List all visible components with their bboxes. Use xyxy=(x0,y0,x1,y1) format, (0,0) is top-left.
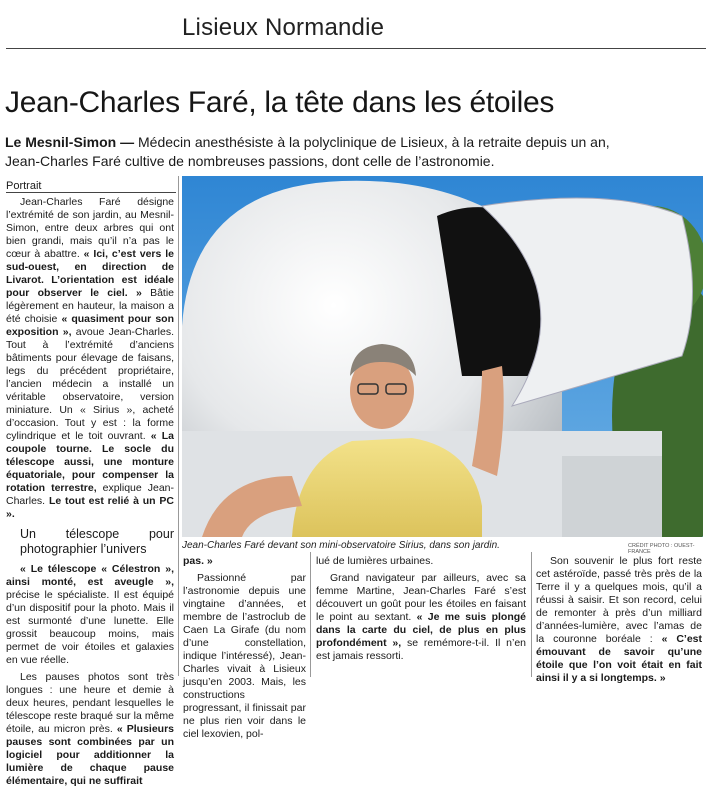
quote: « Ici, c’est vers le sud-ouest, en direction de Livarot. L’orientation est idéale pour observer le ciel. » xyxy=(6,248,174,299)
text: Bâtie légèrement en hauteur, la maison a été choisie xyxy=(6,287,175,325)
rubric-label: Portrait xyxy=(6,180,42,192)
photo xyxy=(182,176,703,537)
quote: « Le télescope « Célestron », ainsi monté, est aveugle », xyxy=(6,563,174,588)
lead-line-1: Médecin anesthésiste à la polyclinique de Lisieux, à la retraite depuis un an, xyxy=(138,134,610,150)
section-title: Lisieux Normandie xyxy=(182,14,385,41)
text: Les pauses photos sont très longues : une heure et demie à deux heures, pendant lesquelles le télescope reste braqué sur la même étoile, au micron près. xyxy=(6,671,174,735)
text: Jean-Charles Faré désigne l’extrémité de son jardin, au Mesnil-Simon, entre deux arbres qui ont bien grandi, mais qu’il n’a pas le cœur à abattre. xyxy=(6,196,174,260)
column-4 xyxy=(536,555,702,685)
headline: Jean-Charles Faré, la tête dans les étoiles xyxy=(5,86,555,119)
quote: « quasiment pour son exposition », xyxy=(6,313,174,338)
quote: Le tout est relié à un PC ». xyxy=(6,495,174,520)
lead-line-2: Jean-Charles Faré cultive de nombreuses passions, dont celle de l’astronomie. xyxy=(5,153,495,169)
paragraph: Passionné par l’astronomie depuis une vingtaine d’années, et membre de l’astroclub de Caen La Girafe (du nom d’une constellation, indique l’intéressé), Jean-Charles vivait à Lisieux jusqu’en 2003. Mais, les constructions progressant, il finissait par ne plus rien voir dans le ciel lexovien, pol- xyxy=(183,572,306,740)
text: avoue Jean-Charles. Tout à l’extrémité d’anciens bâtiments pour élevage de faisans, legs du précédent propriétaire, l’ancien médecin a installé un véritable observatoire, version miniature. Un « Sirius », acheté d’occasion. Tout y est : la forme cylindrique et le toit ouvrant. xyxy=(6,326,175,442)
paragraph xyxy=(316,572,526,663)
text: précise le spécialiste. Il est équipé d’un dispositif pour la photo. Mais il est surmonté d’une lunette. Elle grossit beaucoup moins, mais permet de voir étoiles et galaxies en vue réelle. xyxy=(6,589,174,666)
lead-place: Le Mesnil-Simon — xyxy=(5,134,135,150)
column-1 xyxy=(6,196,174,788)
photo-credit: CRÉDIT PHOTO : OUEST-FRANCE xyxy=(628,543,695,555)
subheading: Un télescope pour photographier l’univers xyxy=(20,527,174,556)
quote: « La coupole tourne. Le socle du télescope aussi, une monture équatoriale, pour compenser la rotation terrestre, xyxy=(6,430,174,494)
text: explique Jean-Charles. xyxy=(6,482,175,507)
lead-paragraph xyxy=(5,133,705,171)
paragraph xyxy=(536,555,702,685)
text: Son souvenir le plus fort reste cet astéroïde, passé très près de la Terre il y a quelques mois, qu’il a réussi à saisir. Et son record, celui de remonter à près d’un milliard d’années-lumière, avec l’amas de la couronne boréale : xyxy=(536,555,702,645)
column-3 xyxy=(316,555,526,663)
text: Grand navigateur par ailleurs, avec sa femme Martine, Jean-Charles Faré s’est découvert un goût pour les étoiles en faisant le point au sextant. xyxy=(316,572,526,623)
paragraph xyxy=(6,563,174,667)
paragraph: lué de lumières urbaines. xyxy=(316,555,434,567)
quote: « C’est émouvant de savoir qu’une étoile que l’on voit était en fait ainsi il y a si longtemps. » xyxy=(536,633,703,684)
quote: « Plusieurs pauses sont combinées par un logiciel pour additionner la lumière de chaque pause élémentaire, qui ne suffirait xyxy=(6,723,175,787)
column-rule xyxy=(310,552,311,677)
observatory-photo xyxy=(182,176,703,537)
rubric-rule xyxy=(6,192,176,193)
column-2 xyxy=(183,555,306,741)
paragraph xyxy=(6,671,174,788)
photo-caption: Jean-Charles Faré devant son mini-observatoire Sirius, dans son jardin. xyxy=(182,540,500,551)
paragraph xyxy=(183,555,306,568)
top-rule xyxy=(6,48,706,49)
text: se remémore-t-il. Il n’en est jamais ressorti. xyxy=(316,637,526,662)
quote: « Je me suis plongé dans la carte du ciel, de plus en plus profondément », xyxy=(316,611,526,649)
quote: pas. » xyxy=(183,555,213,567)
column-rule xyxy=(531,552,532,677)
paragraph xyxy=(6,196,174,521)
column-rule xyxy=(178,176,179,676)
